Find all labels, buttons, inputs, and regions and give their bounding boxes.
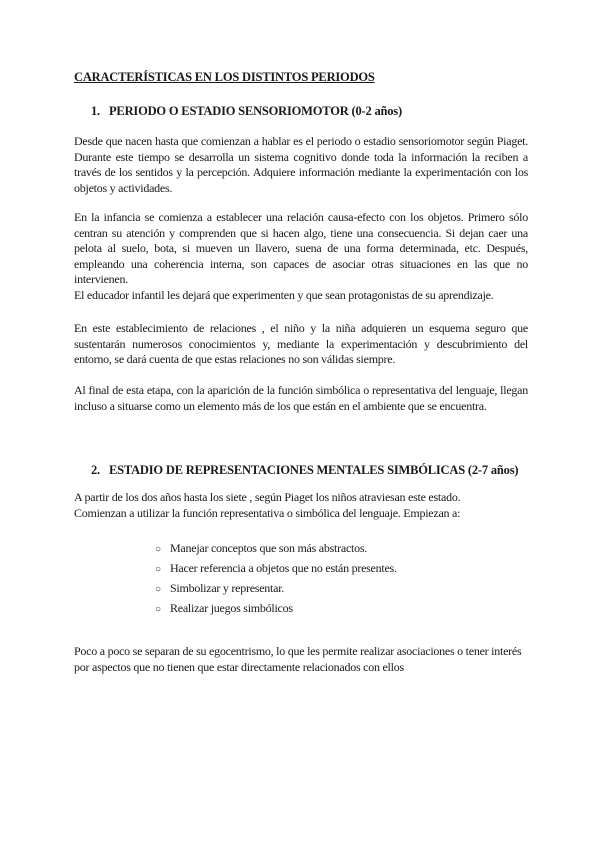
bullet-circle-icon: ○ xyxy=(155,584,161,595)
section-2-title: ESTADIO DE REPRESENTACIONES MENTALES SIMBÓLICAS (2-7 años) xyxy=(109,463,519,477)
section-1-paragraph-4: En este establecimiento de relaciones , el niño y la niña adquieren un esquema seguro que sustentarán numerosos conocimientos y, mediante la experimentación y descubrimiento del entorno, se dará cuenta de que estas relaciones no son válidas siempre. xyxy=(74,321,528,367)
bullet-circle-icon: ○ xyxy=(155,564,161,575)
bullet-circle-icon: ○ xyxy=(155,604,161,615)
section-2-closing: Poco a poco se separan de su egocentrismo, lo que les permite realizar asociaciones o tener interés por aspectos que no tienen que estar directamente relacionados con ellos xyxy=(74,644,522,674)
list-item xyxy=(155,560,397,580)
document-title: CARACTERÍSTICAS EN LOS DISTINTOS PERIODOS xyxy=(74,70,375,84)
section-1-paragraph-2: En la infancia se comienza a establecer una relación causa-efecto con los objetos. Primero sólo centran su atención y comprenden que si hacen algo, tiene una consecuencia. Si dejan caer una pelota al suelo, bota, si mueven un llavero, suena de una forma determinada, etc. Después, empleando una coherencia interna, son capaces de asociar otras situaciones en las que no intervienen. xyxy=(74,210,528,287)
list-item xyxy=(155,600,397,620)
list-item-text: Realizar juegos simbólicos xyxy=(170,601,293,615)
bullet-circle-icon: ○ xyxy=(155,544,161,555)
list-item-text: Simbolizar y representar. xyxy=(170,581,285,595)
section-2-heading xyxy=(91,463,518,478)
section-1-paragraph-3: El educador infantil les dejará que experimenten y que sean protagonistas de su aprendizaje. xyxy=(74,288,494,302)
section-1-title: PERIODO O ESTADIO SENSORIOMOTOR (0-2 años) xyxy=(109,104,402,118)
section-1-number: 1. xyxy=(91,104,100,118)
list-item-text: Hacer referencia a objetos que no están presentes. xyxy=(170,561,397,575)
list-item-text: Manejar conceptos que son más abstractos. xyxy=(170,541,368,555)
section-1-paragraph-1: Desde que nacen hasta que comienzan a hablar es el periodo o estadio sensoriomotor según Piaget. Durante este tiempo se desarrolla un sistema cognitivo donde toda la información la reciben a través de los sentidos y la percepción. Adquiere información mediante la experimentación con los objetos y actividades. xyxy=(74,134,528,195)
section-2-bullet-list xyxy=(155,540,397,620)
section-1-paragraph-5: Al final de esta etapa, con la aparición de la función simbólica o representativa del lenguaje, llegan incluso a situarse como un elemento más de los que están en el ambiente que se encuentra. xyxy=(74,383,528,413)
section-2-intro: A partir de los dos años hasta los siete , según Piaget los niños atraviesan este estado. Comienzan a utilizar la función representativa o simbólica del lenguaje. Empiezan a: xyxy=(74,490,461,520)
list-item xyxy=(155,540,397,560)
list-item xyxy=(155,580,397,600)
section-1-heading xyxy=(91,104,402,119)
section-2-number: 2. xyxy=(91,463,100,477)
